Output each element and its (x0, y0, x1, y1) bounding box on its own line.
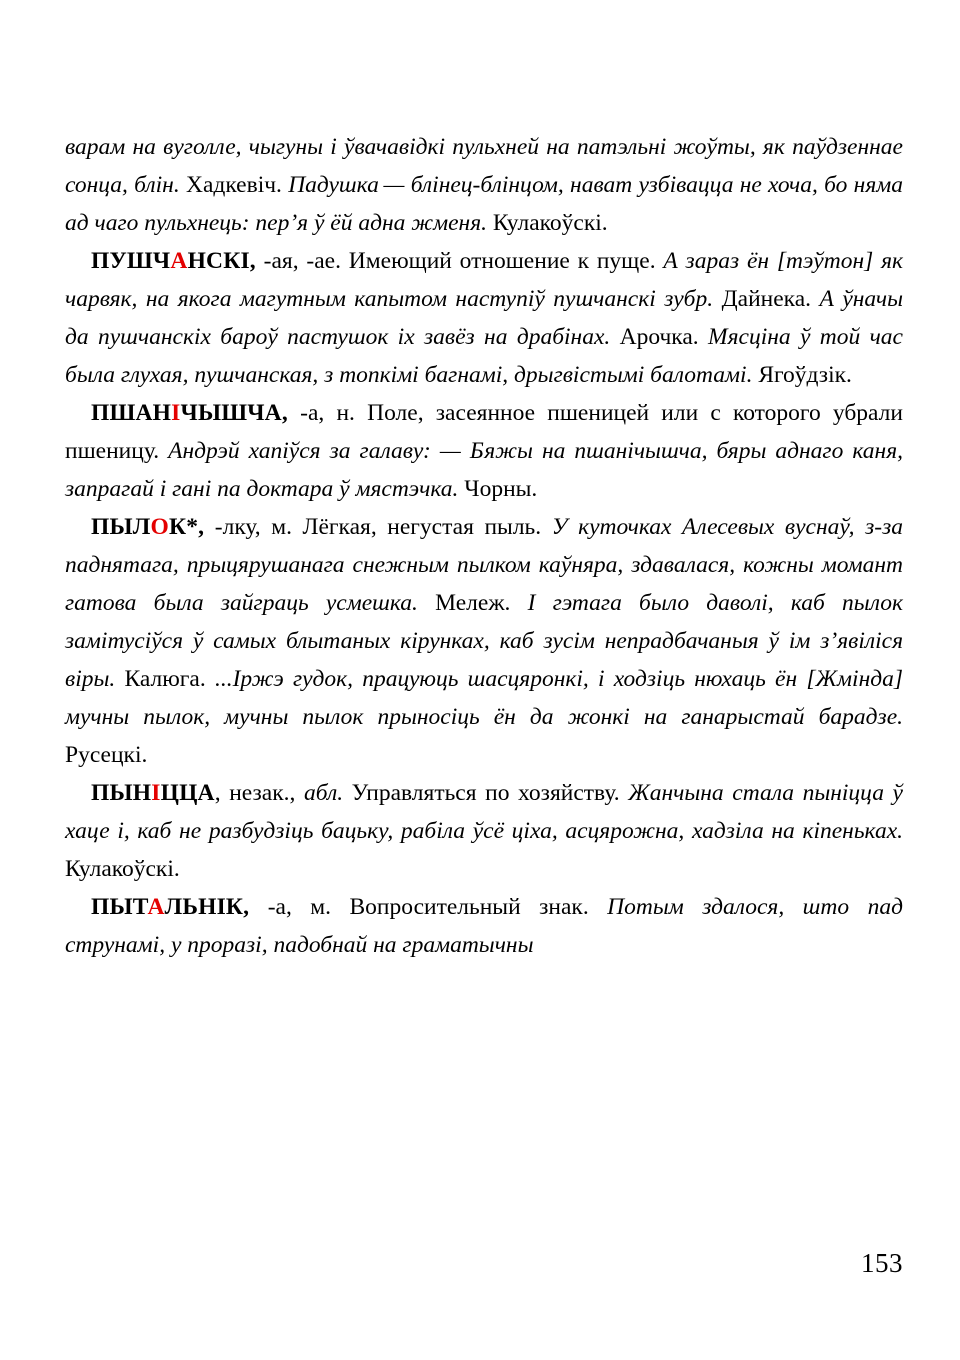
example-quotation: І гэтага было даволі, каб пылок замітусіўся ў самых блытаных кірунках, каб зусім непрадбачаныя ў ім з’явіліся віры. (65, 590, 903, 692)
example-quotation: Жанчына стала пыніцца ў хаце і, каб не разбудзіць бацьку, рабіла ўсё ціха, асцярожна, хадзіла на кіпеньках. (65, 780, 903, 844)
grammar-marker: -ая, -ае. (255, 248, 349, 274)
headword-suffix: НСКІ, (187, 248, 256, 274)
grammar-marker: , незак., (214, 780, 304, 806)
source-attribution: Дайнека. (713, 286, 820, 312)
example-quotation: А зараз ён [тэўтон] як чарвяк, на якога магутным капытом наступіў пушчанскі зубр. (65, 248, 903, 312)
usage-label: абл. (303, 780, 352, 806)
dictionary-entry (65, 242, 903, 394)
headword-stress-letter: А (147, 894, 165, 920)
page-number: 153 (861, 1248, 903, 1278)
source-attribution: Чорны. (458, 476, 538, 502)
grammar-marker: -а, м. (249, 894, 350, 920)
definition-text: Лёгкая, негустая пыль. (302, 514, 552, 540)
example-quotation: ...Іржэ гудок, працуюць шасцяронкі, і ходзіць нюхаць ён [Жмінда] мучны пылок, мучны пылок прыносіць ён да жонкі на ганарыстай барадзе. (65, 666, 904, 730)
dictionary-entry (65, 508, 903, 774)
example-quotation: Мясціна ў той час была глухая, пушчанская, з топкімі багнамі, дрыгвістымі балотамі. (65, 324, 903, 388)
headword-prefix: ПЫТ (91, 894, 148, 920)
dictionary-entry (65, 394, 903, 508)
headword-suffix: ЧЫШЧА, (180, 400, 288, 426)
headword-stress-letter: І (151, 780, 161, 806)
source-attribution: Кулакоўскі. (65, 856, 180, 882)
headword-stress-letter: А (170, 248, 188, 274)
example-quotation: Потым здалося, што пад струнамі, у проразі, падобнай на граматычны (65, 894, 903, 958)
example-quotation: А ўначы да пушчанскіх бароў пастушок іх завёз на драбінах. (65, 286, 903, 350)
entry-headword (91, 780, 215, 806)
entry-headword (91, 248, 256, 274)
source-attribution: Русецкі. (65, 742, 148, 768)
source-attribution: Калюга. (115, 666, 215, 692)
headword-stress-letter: І (171, 400, 181, 426)
source-attribution: Мележ. (417, 590, 528, 616)
headword-suffix: ЛЬНІК, (164, 894, 250, 920)
example-quotation: У куточках Алесевых вуснаў, з-за паднятага, прыцярушанага снежным пылком каўняра, здавалася, кожны момант гатова была зайграць усмешка. (65, 514, 903, 616)
entry-headword (91, 400, 288, 426)
grammar-marker: -лку, м. (204, 514, 303, 540)
headword-stress-letter: О (150, 514, 169, 540)
example-quotation: Андрэй хапіўся за галаву: — Бяжы на пшанічышча, бяры аднаго каня, запрагай і гані па доктара ў мястэчка. (65, 438, 903, 502)
dictionary-entry (65, 774, 903, 888)
definition-text: Поле, засеянное пшеницей или с которого убрали пшеницу. (65, 400, 903, 464)
headword-prefix: ПЫН (91, 780, 152, 806)
entry-headword (91, 514, 204, 540)
definition-text: Управляться по хозяйству. (351, 780, 629, 806)
headword-prefix: ПЫЛ (91, 514, 151, 540)
entry-headword (91, 894, 249, 920)
headword-suffix: К*, (168, 514, 205, 540)
source-attribution: Кулакоўскі. (487, 210, 608, 236)
source-attribution: Арочка. (610, 324, 709, 350)
grammar-marker: -а, н. (287, 400, 368, 426)
page-text-column (65, 128, 903, 964)
example-quotation: Падушка — блінец-блінцом, нават узбівацца не хоча, бо няма ад чаго пульхнець: пер’я ў ёй адна жменя. (65, 172, 903, 236)
source-attribution: Хадкевіч. (179, 172, 289, 198)
definition-text: Вопросительный знак. (349, 894, 608, 920)
source-attribution: Ягоўдзік. (752, 362, 852, 388)
headword-suffix: ЦЦА (160, 780, 215, 806)
dictionary-entry (65, 888, 903, 964)
definition-text: Имеющий отношение к пуще. (348, 248, 664, 274)
entry-continuation (65, 128, 903, 242)
example-quotation: варам на вуголле, чыгуны і ўвачавідкі пульхней на патэльні жоўты, як паўдзеннае сонца, блін. (65, 134, 903, 198)
headword-prefix: ПУШЧ (91, 248, 171, 274)
headword-prefix: ПШАН (91, 400, 172, 426)
